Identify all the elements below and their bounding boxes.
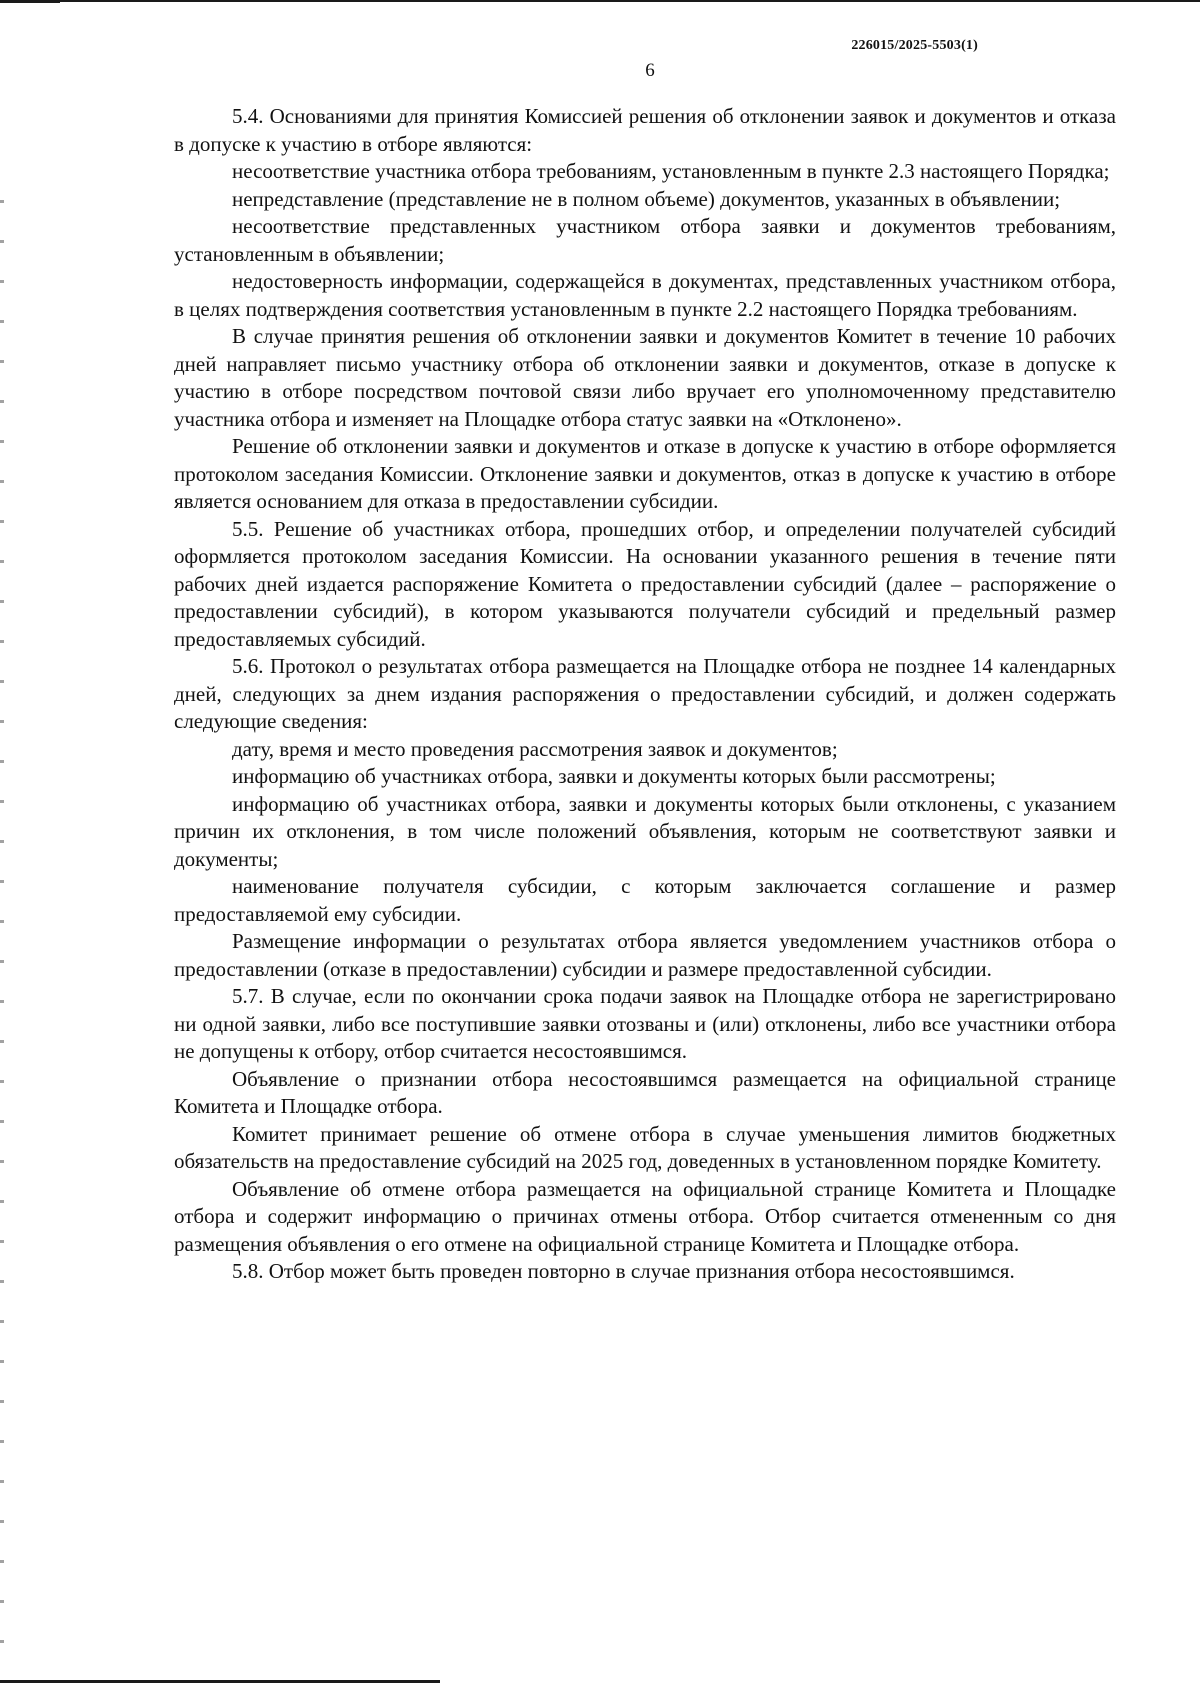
paragraph: 5.5. Решение об участниках отбора, прошедших отбор, и определении получателей субсидий оформляется протоколом заседания Комиссии. На основании указанного решения в течение пяти рабочих дней издается распоряжение Комитета о предоставлении субсидий (далее – распоряжение о предоставлении субсидий), в котором указываются получатели субсидий и предельный размер предоставляемых субсидий. <box>174 516 1116 651</box>
paragraph: 5.6. Протокол о результатах отбора размещается на Площадке отбора не позднее 14 календарных дней, следующих за днем издания распоряжения о предоставлении субсидий, и должен содержать следующие сведения: <box>174 654 1116 733</box>
scan-top-edge-mark <box>0 0 60 3</box>
paragraph: информацию об участниках отбора, заявки и документы которых были рассмотрены; <box>232 764 996 788</box>
paragraph: В случае принятия решения об отклонении заявки и документов Комитет в течение 10 рабочих дней направляет письмо участнику отбора об отклонении заявки и документов, отказе в допуске к участию в отборе посредством почтовой связи либо вручает его уполномоченному представителю участника отбора и изменяет на Площадке отбора статус заявки на «Отклонено». <box>174 324 1116 431</box>
paragraph: Решение об отклонении заявки и документов и отказе в допуске к участию в отборе оформляется протоколом заседания Комиссии. Отклонение заявки и документов, отказ в допуске к участию в отборе является основанием для отказа в предоставлении субсидии. <box>174 434 1116 513</box>
paragraph: наименование получателя субсидии, с которым заключается соглашение и размер предоставляемой ему субсидии. <box>174 874 1116 926</box>
scan-left-edge-marks <box>0 200 4 1650</box>
paragraph: Комитет принимает решение об отмене отбора в случае уменьшения лимитов бюджетных обязательств на предоставление субсидий на 2025 год, доведенных в установленном порядке Комитету. <box>174 1121 1116 1173</box>
paragraph: 5.8. Отбор может быть проведен повторно в случае признания отбора несостоявшимся. <box>232 1259 1015 1283</box>
paragraph: непредставление (представление не в полном объеме) документов, указанных в объявлении; <box>232 186 1061 211</box>
paragraph: 5.7. В случае, если по окончании срока подачи заявок на Площадке отбора не зарегистрировано ни одной заявки, либо все поступившие заявки отозваны и (или) отклонены, либо все участники отбора не допущены к отбору, отбор считается несостоявшимся. <box>174 984 1116 1063</box>
scan-top-edge <box>0 0 1200 2</box>
paragraph: несоответствие представленных участником отбора заявки и документов требованиям, установленным в объявлении; <box>174 214 1116 266</box>
paragraph: Объявление о признании отбора несостоявшимся размещается на официальной странице Комитета и Площадке отбора. <box>174 1066 1116 1118</box>
scan-bottom-edge <box>0 1680 440 1683</box>
document-body <box>174 103 1116 1286</box>
paragraph: недостоверность информации, содержащейся в документах, представленных участником отбора, в целях подтверждения соответствия установленным в пункте 2.2 настоящего Порядка требованиям. <box>174 269 1116 321</box>
paragraph: Размещение информации о результатах отбора является уведомлением участников отбора о предоставлении (отказе в предоставлении) субсидии и размере предоставленной субсидии. <box>174 929 1116 981</box>
document-id: 226015/2025-5503(1) <box>851 38 978 53</box>
page-number: 6 <box>645 60 655 81</box>
paragraph: несоответствие участника отбора требованиям, установленным в пункте 2.3 настоящего Порядка; <box>232 159 1110 183</box>
paragraph: 5.4. Основаниями для принятия Комиссией решения об отклонении заявок и документов и отказа в допуске к участию в отборе являются: <box>174 104 1116 156</box>
paragraph: дату, время и место проведения рассмотрения заявок и документов; <box>232 736 838 761</box>
paragraph: информацию об участниках отбора, заявки и документы которых были отклонены, с указанием причин их отклонения, в том числе положений объявления, которым не соответствуют заявки и документы; <box>174 791 1116 871</box>
paragraph: Объявление об отмене отбора размещается на официальной странице Комитета и Площадке отбора и содержит информацию о причинах отмены отбора. Отбор считается отмененным со дня размещения объявления о его отмене на официальной странице Комитета и Площадке отбора. <box>174 1176 1116 1256</box>
